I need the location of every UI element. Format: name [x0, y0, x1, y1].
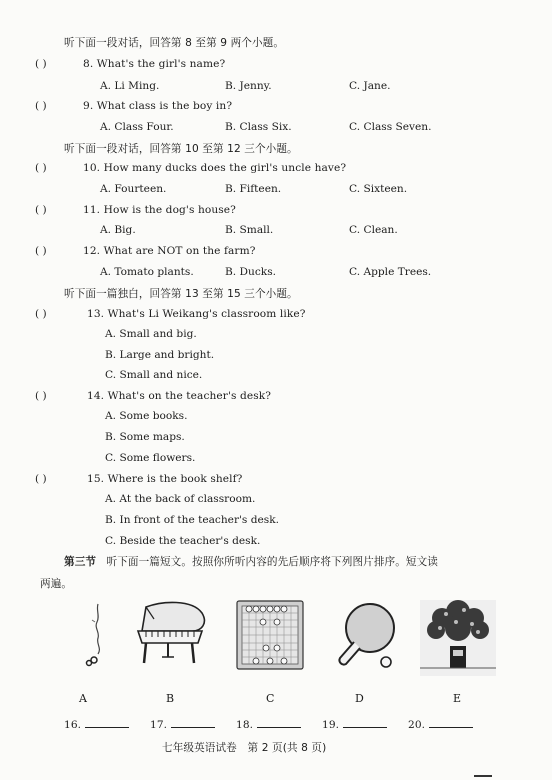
question-15 [87, 473, 242, 485]
option-11-b: B. Small. [225, 224, 274, 236]
answer-blank-16[interactable] [64, 717, 129, 731]
option-14-a: A. Some books. [105, 410, 188, 422]
option-11-c: C. Clean. [349, 224, 398, 236]
chinese-chess-board-icon [236, 600, 304, 670]
question-text: What class is the boy in? [96, 100, 233, 112]
answer-paren-13[interactable]: ( ) [35, 308, 47, 320]
option-10-b: B. Fifteen. [225, 183, 282, 195]
question-number: 9. [83, 100, 94, 112]
question-text: What's Li Weikang's classroom like? [107, 308, 306, 320]
picture-label-c: C [266, 692, 275, 705]
option-10-a: A. Fourteen. [100, 183, 167, 195]
option-15-b: B. In front of the teacher's desk. [105, 514, 280, 526]
question-number: 11. [83, 204, 101, 216]
answer-paren-11[interactable]: ( ) [35, 204, 47, 216]
answer-blank-18[interactable] [236, 717, 301, 731]
answer-paren-10[interactable]: ( ) [35, 162, 47, 174]
question-13 [87, 308, 306, 320]
option-11-a: A. Big. [100, 224, 136, 236]
question-9 [83, 100, 232, 112]
question-number: 12. [83, 245, 101, 257]
option-15-a: A. At the back of classroom. [105, 493, 256, 505]
question-11 [83, 204, 236, 216]
option-15-c: C. Beside the teacher's desk. [105, 535, 261, 547]
section-3-instruction [64, 554, 438, 569]
answer-paren-9[interactable]: ( ) [35, 100, 47, 112]
question-text: What's on the teacher's desk? [107, 390, 272, 402]
picture-label-e: E [453, 692, 462, 705]
question-10 [83, 162, 346, 174]
instruction-10-12: 听下面一段对话，回答第 10 至第 12 三个小题。 [64, 143, 298, 155]
question-number: 13. [87, 308, 105, 320]
picture-label-d: D [355, 692, 364, 705]
page-footer: 七年级英语试卷 第 2 页(共 8 页) [162, 742, 327, 754]
potted-plant-icon [420, 600, 496, 676]
question-text: How is the dog's house? [103, 204, 236, 216]
question-number: 14. [87, 390, 105, 402]
answer-blank-19[interactable] [322, 717, 387, 731]
answer-paren-15[interactable]: ( ) [35, 473, 47, 485]
ping-pong-paddle-icon [336, 602, 398, 670]
corner-mark [474, 775, 492, 777]
option-14-c: C. Some flowers. [105, 452, 196, 464]
instruction-8-9: 听下面一段对话，回答第 8 至第 9 两个小题。 [64, 37, 285, 49]
question-text: Where is the book shelf? [107, 473, 243, 485]
option-14-b: B. Some maps. [105, 431, 185, 443]
instruction-13-15: 听下面一篇独白，回答第 13 至第 15 三个小题。 [64, 288, 298, 300]
question-number: 8. [83, 58, 94, 70]
option-9-c: C. Class Seven. [349, 121, 432, 133]
section-3-title: 第三节 [64, 556, 97, 568]
answer-number: 17. [150, 719, 168, 731]
question-14 [87, 390, 271, 402]
option-13-b: B. Large and bright. [105, 349, 215, 361]
grand-piano-icon [132, 601, 210, 667]
answer-number: 20. [408, 719, 426, 731]
answer-blank-20[interactable] [408, 717, 473, 731]
section-3-line2: 两遍。 [40, 578, 73, 590]
picture-label-a: A [79, 692, 87, 705]
answer-paren-8[interactable]: ( ) [35, 58, 47, 70]
section-3-line1: 听下面一篇短文。按照你所听内容的先后顺序将下列图片排序。短文读 [106, 556, 439, 568]
picture-label-b: B [166, 692, 175, 705]
question-text: What's the girl's name? [96, 58, 226, 70]
option-12-a: A. Tomato plants. [100, 266, 194, 278]
answer-paren-12[interactable]: ( ) [35, 245, 47, 257]
option-13-a: A. Small and big. [105, 328, 197, 340]
question-number: 10. [83, 162, 101, 174]
answer-number: 19. [322, 719, 340, 731]
option-12-b: B. Ducks. [225, 266, 276, 278]
question-number: 15. [87, 473, 105, 485]
option-12-c: C. Apple Trees. [349, 266, 432, 278]
option-8-b: B. Jenny. [225, 80, 272, 92]
option-9-b: B. Class Six. [225, 121, 292, 133]
question-text: How many ducks does the girl's uncle have? [103, 162, 347, 174]
answer-blank-17[interactable] [150, 717, 215, 731]
question-12 [83, 245, 256, 257]
answer-number: 18. [236, 719, 254, 731]
option-8-a: A. Li Ming. [100, 80, 160, 92]
answer-paren-14[interactable]: ( ) [35, 390, 47, 402]
option-8-c: C. Jane. [349, 80, 391, 92]
option-9-a: A. Class Four. [100, 121, 174, 133]
question-text: What are NOT on the farm? [103, 245, 256, 257]
option-13-c: C. Small and nice. [105, 369, 203, 381]
option-10-c: C. Sixteen. [349, 183, 408, 195]
question-8 [83, 58, 225, 70]
dancer-sketch-icon [80, 600, 110, 672]
answer-number: 16. [64, 719, 82, 731]
